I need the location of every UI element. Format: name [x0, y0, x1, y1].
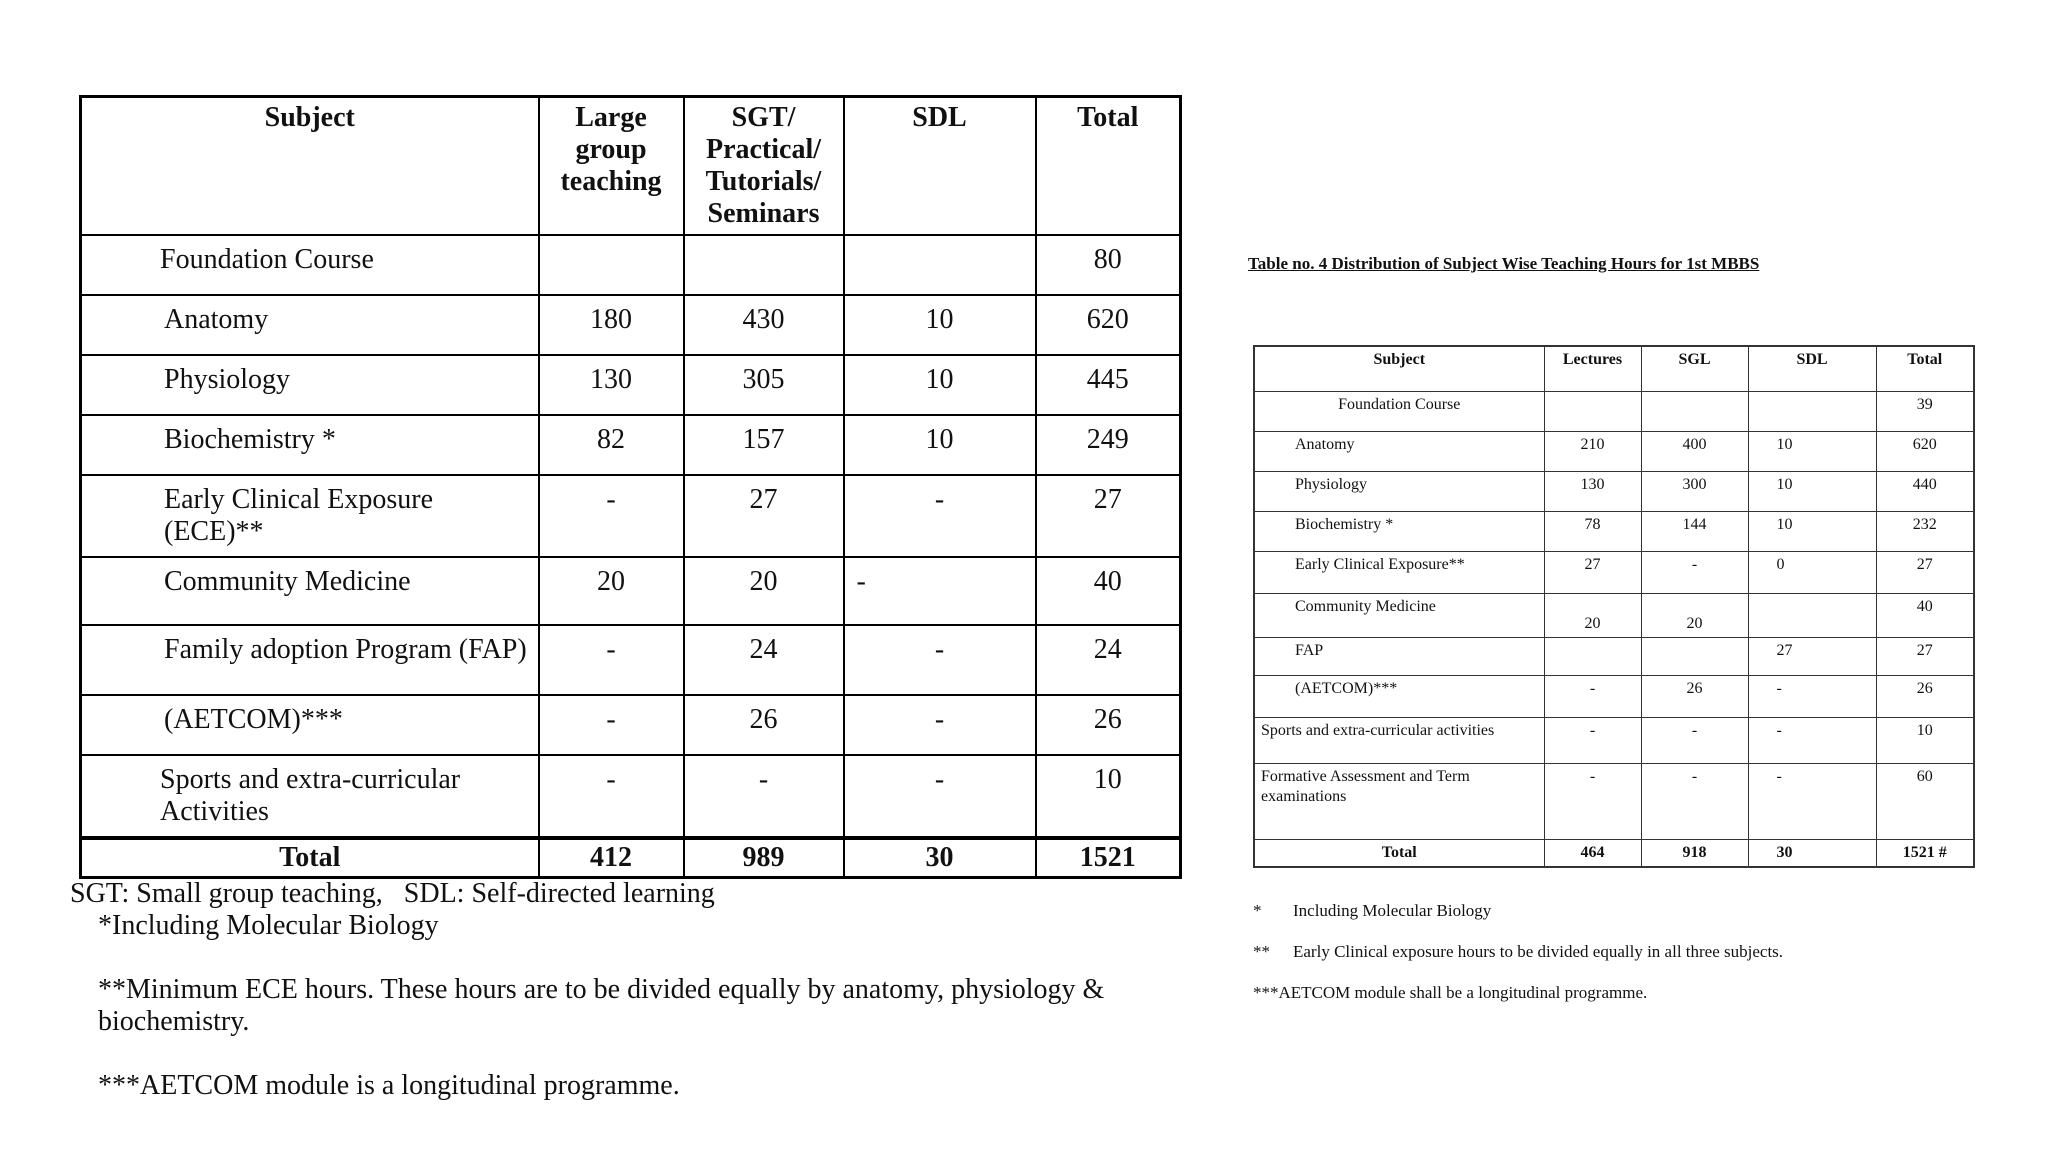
- cell-total: 232: [1876, 511, 1974, 551]
- total-label: Total: [1254, 839, 1544, 867]
- footnote-row: [1253, 941, 1993, 963]
- footnote-text: Including Molecular Biology: [1293, 901, 1492, 920]
- header-sdl: SDL: [1748, 346, 1876, 391]
- cell-sdl: 10: [1748, 511, 1876, 551]
- table-caption: Table no. 4 Distribution of Subject Wise Teaching Hours for 1st MBBS: [1248, 254, 1760, 273]
- cell-lectures: 78: [1544, 511, 1641, 551]
- cell-sgl: 300: [1641, 471, 1748, 511]
- cell-sgl: 144: [1641, 511, 1748, 551]
- header-sdl: SDL: [844, 97, 1036, 236]
- cell-sgl: [1641, 637, 1748, 675]
- cell-total: 27: [1876, 551, 1974, 593]
- cell-sdl: -: [844, 625, 1036, 695]
- cell-sgl: -: [1641, 717, 1748, 763]
- cell-subject: Early Clinical Exposure (ECE)**: [81, 475, 539, 557]
- cell-large: [539, 235, 684, 295]
- cell-subject: (AETCOM)***: [81, 695, 539, 755]
- footnote-symbol: **: [1253, 942, 1270, 961]
- cell-total: 445: [1036, 355, 1181, 415]
- cell-lectures: -: [1544, 675, 1641, 717]
- cell-sgt: [684, 235, 844, 295]
- cell-total: 39: [1876, 391, 1974, 431]
- cell-sgl: [1641, 391, 1748, 431]
- total-total: 1521: [1036, 838, 1181, 878]
- cell-total: 40: [1036, 557, 1181, 625]
- cell-sgt: 20: [684, 557, 844, 625]
- cell-subject: Community Medicine: [81, 557, 539, 625]
- cell-large: 130: [539, 355, 684, 415]
- cell-subject: Sports and extra-curricular activities: [1254, 717, 1544, 763]
- footnote-text: Early Clinical exposure hours to be divided equally in all three subjects.: [1293, 942, 1784, 961]
- cell-subject: Sports and extra-curricular Activities: [81, 755, 539, 838]
- total-large: 412: [539, 838, 684, 878]
- right-footnotes: [1253, 900, 1993, 1023]
- cell-large: -: [539, 625, 684, 695]
- table-row: [1254, 551, 1974, 593]
- cell-sgl: -: [1641, 551, 1748, 593]
- cell-lectures: 210: [1544, 431, 1641, 471]
- header-sgl: SGL: [1641, 346, 1748, 391]
- cell-total: 27: [1036, 475, 1181, 557]
- cell-total: 440: [1876, 471, 1974, 511]
- table-row: [81, 625, 1181, 695]
- left-footnotes: [70, 878, 1190, 1102]
- cell-sgt: 27: [684, 475, 844, 557]
- cell-total: 26: [1876, 675, 1974, 717]
- cell-sgl: 20: [1641, 593, 1748, 637]
- cell-lectures: -: [1544, 717, 1641, 763]
- right-teaching-hours-table: [1253, 345, 1975, 868]
- cell-lectures: 130: [1544, 471, 1641, 511]
- cell-subject: Biochemistry *: [1254, 511, 1544, 551]
- cell-subject: Anatomy: [1254, 431, 1544, 471]
- table-row: [81, 695, 1181, 755]
- header-total: Total: [1876, 346, 1974, 391]
- table-row: [1254, 593, 1974, 637]
- header-sgt: SGT/ Practical/ Tutorials/ Seminars: [684, 97, 844, 236]
- cell-sgl: 400: [1641, 431, 1748, 471]
- table-row: [1254, 637, 1974, 675]
- cell-large: -: [539, 755, 684, 838]
- cell-sdl: [844, 235, 1036, 295]
- cell-lectures: -: [1544, 763, 1641, 839]
- footnote-row: [1253, 982, 1993, 1004]
- table-header-row: [1254, 346, 1974, 391]
- cell-subject: Family adoption Program (FAP): [81, 625, 539, 695]
- cell-subject: Biochemistry *: [81, 415, 539, 475]
- table-row: [1254, 471, 1974, 511]
- cell-sdl: 10: [844, 415, 1036, 475]
- table-row: [81, 415, 1181, 475]
- table-row: [81, 235, 1181, 295]
- cell-subject: (AETCOM)***: [1254, 675, 1544, 717]
- cell-sgl: -: [1641, 763, 1748, 839]
- table-row: [81, 475, 1181, 557]
- table-row: [81, 557, 1181, 625]
- cell-sgt: 24: [684, 625, 844, 695]
- header-large-group: Large group teaching: [539, 97, 684, 236]
- cell-sdl: -: [844, 755, 1036, 838]
- header-subject: Subject: [1254, 346, 1544, 391]
- cell-sdl: -: [1748, 675, 1876, 717]
- total-sdl: 30: [1748, 839, 1876, 867]
- table-row: [1254, 717, 1974, 763]
- cell-sdl: 10: [844, 295, 1036, 355]
- cell-total: 60: [1876, 763, 1974, 839]
- table-row: [1254, 763, 1974, 839]
- cell-sdl: -: [1748, 763, 1876, 839]
- total-sgt: 989: [684, 838, 844, 878]
- footnote-row: [1253, 900, 1993, 922]
- cell-sdl: [1748, 391, 1876, 431]
- table-row: [81, 755, 1181, 838]
- cell-sdl: -: [844, 475, 1036, 557]
- cell-subject: FAP: [1254, 637, 1544, 675]
- cell-lectures: 27: [1544, 551, 1641, 593]
- table-row: [1254, 431, 1974, 471]
- cell-subject: Formative Assessment and Term examinations: [1254, 763, 1544, 839]
- cell-subject: Early Clinical Exposure**: [1254, 551, 1544, 593]
- cell-sdl: 27: [1748, 637, 1876, 675]
- footnote-symbol: *: [1253, 901, 1262, 920]
- cell-sdl: 10: [1748, 431, 1876, 471]
- total-sgl: 918: [1641, 839, 1748, 867]
- cell-subject: Anatomy: [81, 295, 539, 355]
- cell-sgt: 305: [684, 355, 844, 415]
- cell-total: 10: [1876, 717, 1974, 763]
- cell-lectures: [1544, 637, 1641, 675]
- cell-subject: Foundation Course: [81, 235, 539, 295]
- cell-total: 24: [1036, 625, 1181, 695]
- header-total: Total: [1036, 97, 1181, 236]
- cell-large: 20: [539, 557, 684, 625]
- cell-total: 40: [1876, 593, 1974, 637]
- total-sdl: 30: [844, 838, 1036, 878]
- table-row: [81, 295, 1181, 355]
- header-subject: Subject: [81, 97, 539, 236]
- cell-sdl: -: [1748, 717, 1876, 763]
- cell-sdl: -: [844, 557, 1036, 625]
- table-row: [1254, 391, 1974, 431]
- cell-subject: Physiology: [81, 355, 539, 415]
- footnote-aetcom: ***AETCOM module is a longitudinal programme.: [98, 1070, 680, 1101]
- cell-sdl: [1748, 593, 1876, 637]
- cell-sgl: 26: [1641, 675, 1748, 717]
- cell-sdl: 10: [844, 355, 1036, 415]
- total-label: Total: [81, 838, 539, 878]
- cell-total: 26: [1036, 695, 1181, 755]
- table-row: [1254, 511, 1974, 551]
- cell-sgt: 157: [684, 415, 844, 475]
- footnote-text: ***AETCOM module shall be a longitudinal programme.: [1253, 983, 1648, 1002]
- cell-total: 620: [1036, 295, 1181, 355]
- cell-sgt: 430: [684, 295, 844, 355]
- total-lectures: 464: [1544, 839, 1641, 867]
- cell-subject: Community Medicine: [1254, 593, 1544, 637]
- cell-sdl: 0: [1748, 551, 1876, 593]
- table-row: [81, 355, 1181, 415]
- cell-total: 249: [1036, 415, 1181, 475]
- table-header-row: [81, 97, 1181, 236]
- abbreviations-note: SGT: Small group teaching, SDL: Self-directed learning: [70, 878, 715, 909]
- cell-sdl: 10: [1748, 471, 1876, 511]
- cell-subject: Physiology: [1254, 471, 1544, 511]
- cell-total: 27: [1876, 637, 1974, 675]
- footnote-ece: **Minimum ECE hours. These hours are to be divided equally by anatomy, physiology & biochemistry.: [98, 974, 1105, 1037]
- cell-large: -: [539, 475, 684, 557]
- cell-sgt: -: [684, 755, 844, 838]
- cell-large: -: [539, 695, 684, 755]
- cell-lectures: [1544, 391, 1641, 431]
- cell-total: 80: [1036, 235, 1181, 295]
- header-lectures: Lectures: [1544, 346, 1641, 391]
- total-row: [1254, 839, 1974, 867]
- cell-sgt: 26: [684, 695, 844, 755]
- cell-large: 180: [539, 295, 684, 355]
- table-row: [1254, 675, 1974, 717]
- cell-large: 82: [539, 415, 684, 475]
- cell-lectures: 20: [1544, 593, 1641, 637]
- total-total: 1521 #: [1876, 839, 1974, 867]
- cell-subject: Foundation Course: [1254, 391, 1544, 431]
- cell-total: 620: [1876, 431, 1974, 471]
- footnote-molecular-biology: *Including Molecular Biology: [98, 910, 439, 941]
- total-row: [81, 838, 1181, 878]
- cell-total: 10: [1036, 755, 1181, 838]
- cell-sdl: -: [844, 695, 1036, 755]
- left-teaching-hours-table: [79, 95, 1182, 879]
